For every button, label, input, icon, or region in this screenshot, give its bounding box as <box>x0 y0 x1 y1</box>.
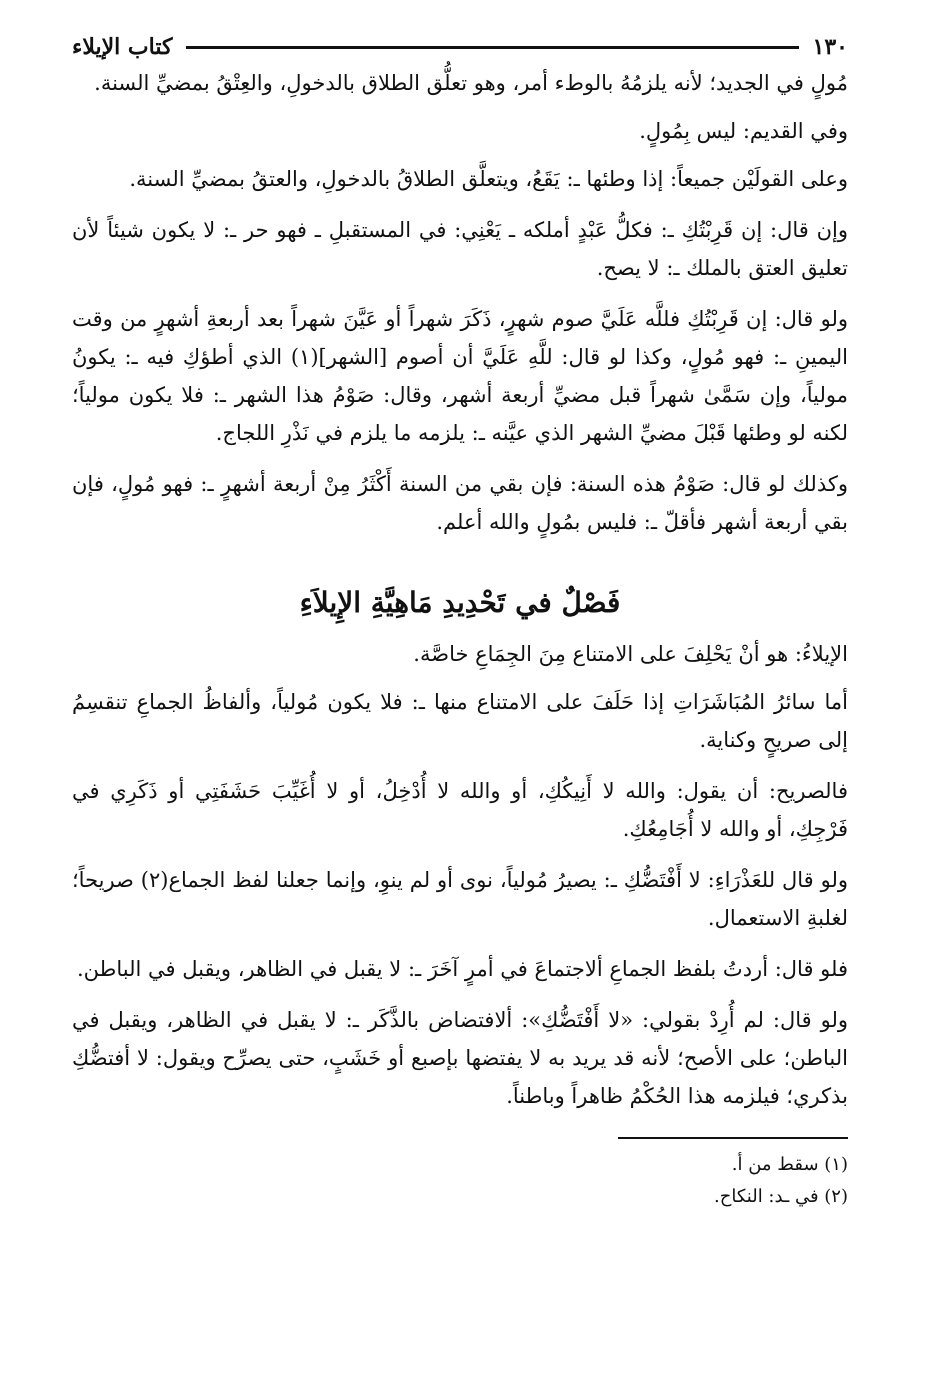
paragraph: ولو قال للعَذْرَاءِ: لا أَفْتَضُّكِ ـ: يصيرُ مُولياً، نوى أو لم ينوِ، وإنما جعلنا لفظ الجماع(٢) صريحاً؛ لغلبةِ الاستعمال. <box>72 868 848 930</box>
paragraph: فالصريح: أن يقول: والله لا أَنِيكُكِ، أو والله لا أُدْخِلُ، أو لا أُغَيِّبَ حَشَفَتِي أو ذَكَرِي في فَرْجِكِ، أو والله لا أُجَامِعُكِ. <box>72 779 848 841</box>
paragraph: أما سائرُ المُبَاشَرَاتِ إذا حَلَفَ على الامتناع منها ـ: فلا يكون مُولياً، وألفاظُ الجماعِ تنقسِمُ إلى صريحٍ وكناية. <box>72 690 848 752</box>
footnote-divider <box>618 1137 848 1139</box>
paragraph: ولو قال: لم أُرِدْ بقولي: «لا أَفْتَضُّكِ»: ألافتضاض بالذَّكَر ـ: لا يقبل في الظاهر، ويقبل في الباطن؛ على الأصح؛ لأنه قد يريد به لا يفتضها بإصبع أو خَشَبٍ، حتى يصرِّح ويقول: لا أفتضُّكِ بذكري؛ فيلزمه هذا الحُكْمُ ظاهراً وباطناً. <box>72 1008 848 1108</box>
main-text-top <box>72 64 848 541</box>
paragraph: مُولٍ في الجديد؛ لأنه يلزمُهُ بالوطء أمر، وهو تعلُّق الطلاق بالدخولِ، والعِتْقُ بمضيِّ السنة. <box>94 71 848 95</box>
footnote: (١) سقط من أ. <box>731 1154 848 1175</box>
page-number: ١٣٠ <box>812 34 848 60</box>
paragraph: فلو قال: أردتُ بلفظ الجماعِ ألاجتماعَ في أمرٍ آخَرَ ـ: لا يقبل في الظاهر، ويقبل في الباطن. <box>76 957 848 981</box>
book-title: كتاب الإيلاء <box>72 34 173 60</box>
footnote: (٢) في ـد: النكاح. <box>714 1186 848 1207</box>
footnotes <box>72 1149 848 1213</box>
paragraph: ولو قال: إن قَرِبْتُكِ فللَّه عَلَيَّ صوم شهرٍ، ذَكَرَ شهراً أو عَيَّنَ شهراً بعد أربعةِ أشهرٍ من وقت اليمينِ ـ: فهو مُولٍ، وكذا لو قال: للَّهِ عَلَيَّ أن أصوم [الشهر](١) الذي أطؤكِ فيه ـ: يكونُ مولياً، وإن سَمَّىٰ شهراً قبل مضيِّ أربعة أشهر، وقال: صَوْمُ هذا الشهر ـ: فلا يكون مولياً؛ لكنه لو وطئها قَبْلَ مضيِّ الشهر الذي عيَّنه ـ: يلزمه ما يلزم في نَذْرِ اللجاج. <box>72 307 848 445</box>
paragraph: وكذلك لو قال: صَوْمُ هذه السنة: فإن بقي من السنة أَكْثَرُ مِنْ أربعة أشهرٍ ـ: فهو مُولٍ، فإن بقي أربعة أشهر فأقلّ ـ: فليس بمُولٍ والله أعلم. <box>72 472 848 534</box>
header-rule <box>186 46 798 49</box>
paragraph: وإن قال: إن قَرِبْتُكِ ـ: فكلُّ عَبْدٍ أملكه ـ يَعْنِي: في المستقبلِ ـ فهو حر ـ: لا يكون شيئاً لأن تعليق العتق بالملك ـ: لا يصح. <box>72 218 848 280</box>
book-page <box>72 30 848 1213</box>
page-header <box>72 30 848 64</box>
section-title: فَصْلٌ في تَحْدِيدِ مَاهِيَّةِ الإِيلاَءِ <box>299 586 621 619</box>
paragraph: وفي القديم: ليس بِمُولٍ. <box>639 119 848 143</box>
main-text-bottom <box>72 635 848 1115</box>
paragraph: وعلى القولَيْن جميعاً: إذا وطئها ـ: يَقَعُ، ويتعلَّق الطلاقُ بالدخولِ، والعتقُ بمضيِّ السنة. <box>129 167 848 191</box>
paragraph: الإيلاءُ: هو أنْ يَحْلِفَ على الامتناع مِنَ الجِمَاعِ خاصَّة. <box>413 642 848 666</box>
